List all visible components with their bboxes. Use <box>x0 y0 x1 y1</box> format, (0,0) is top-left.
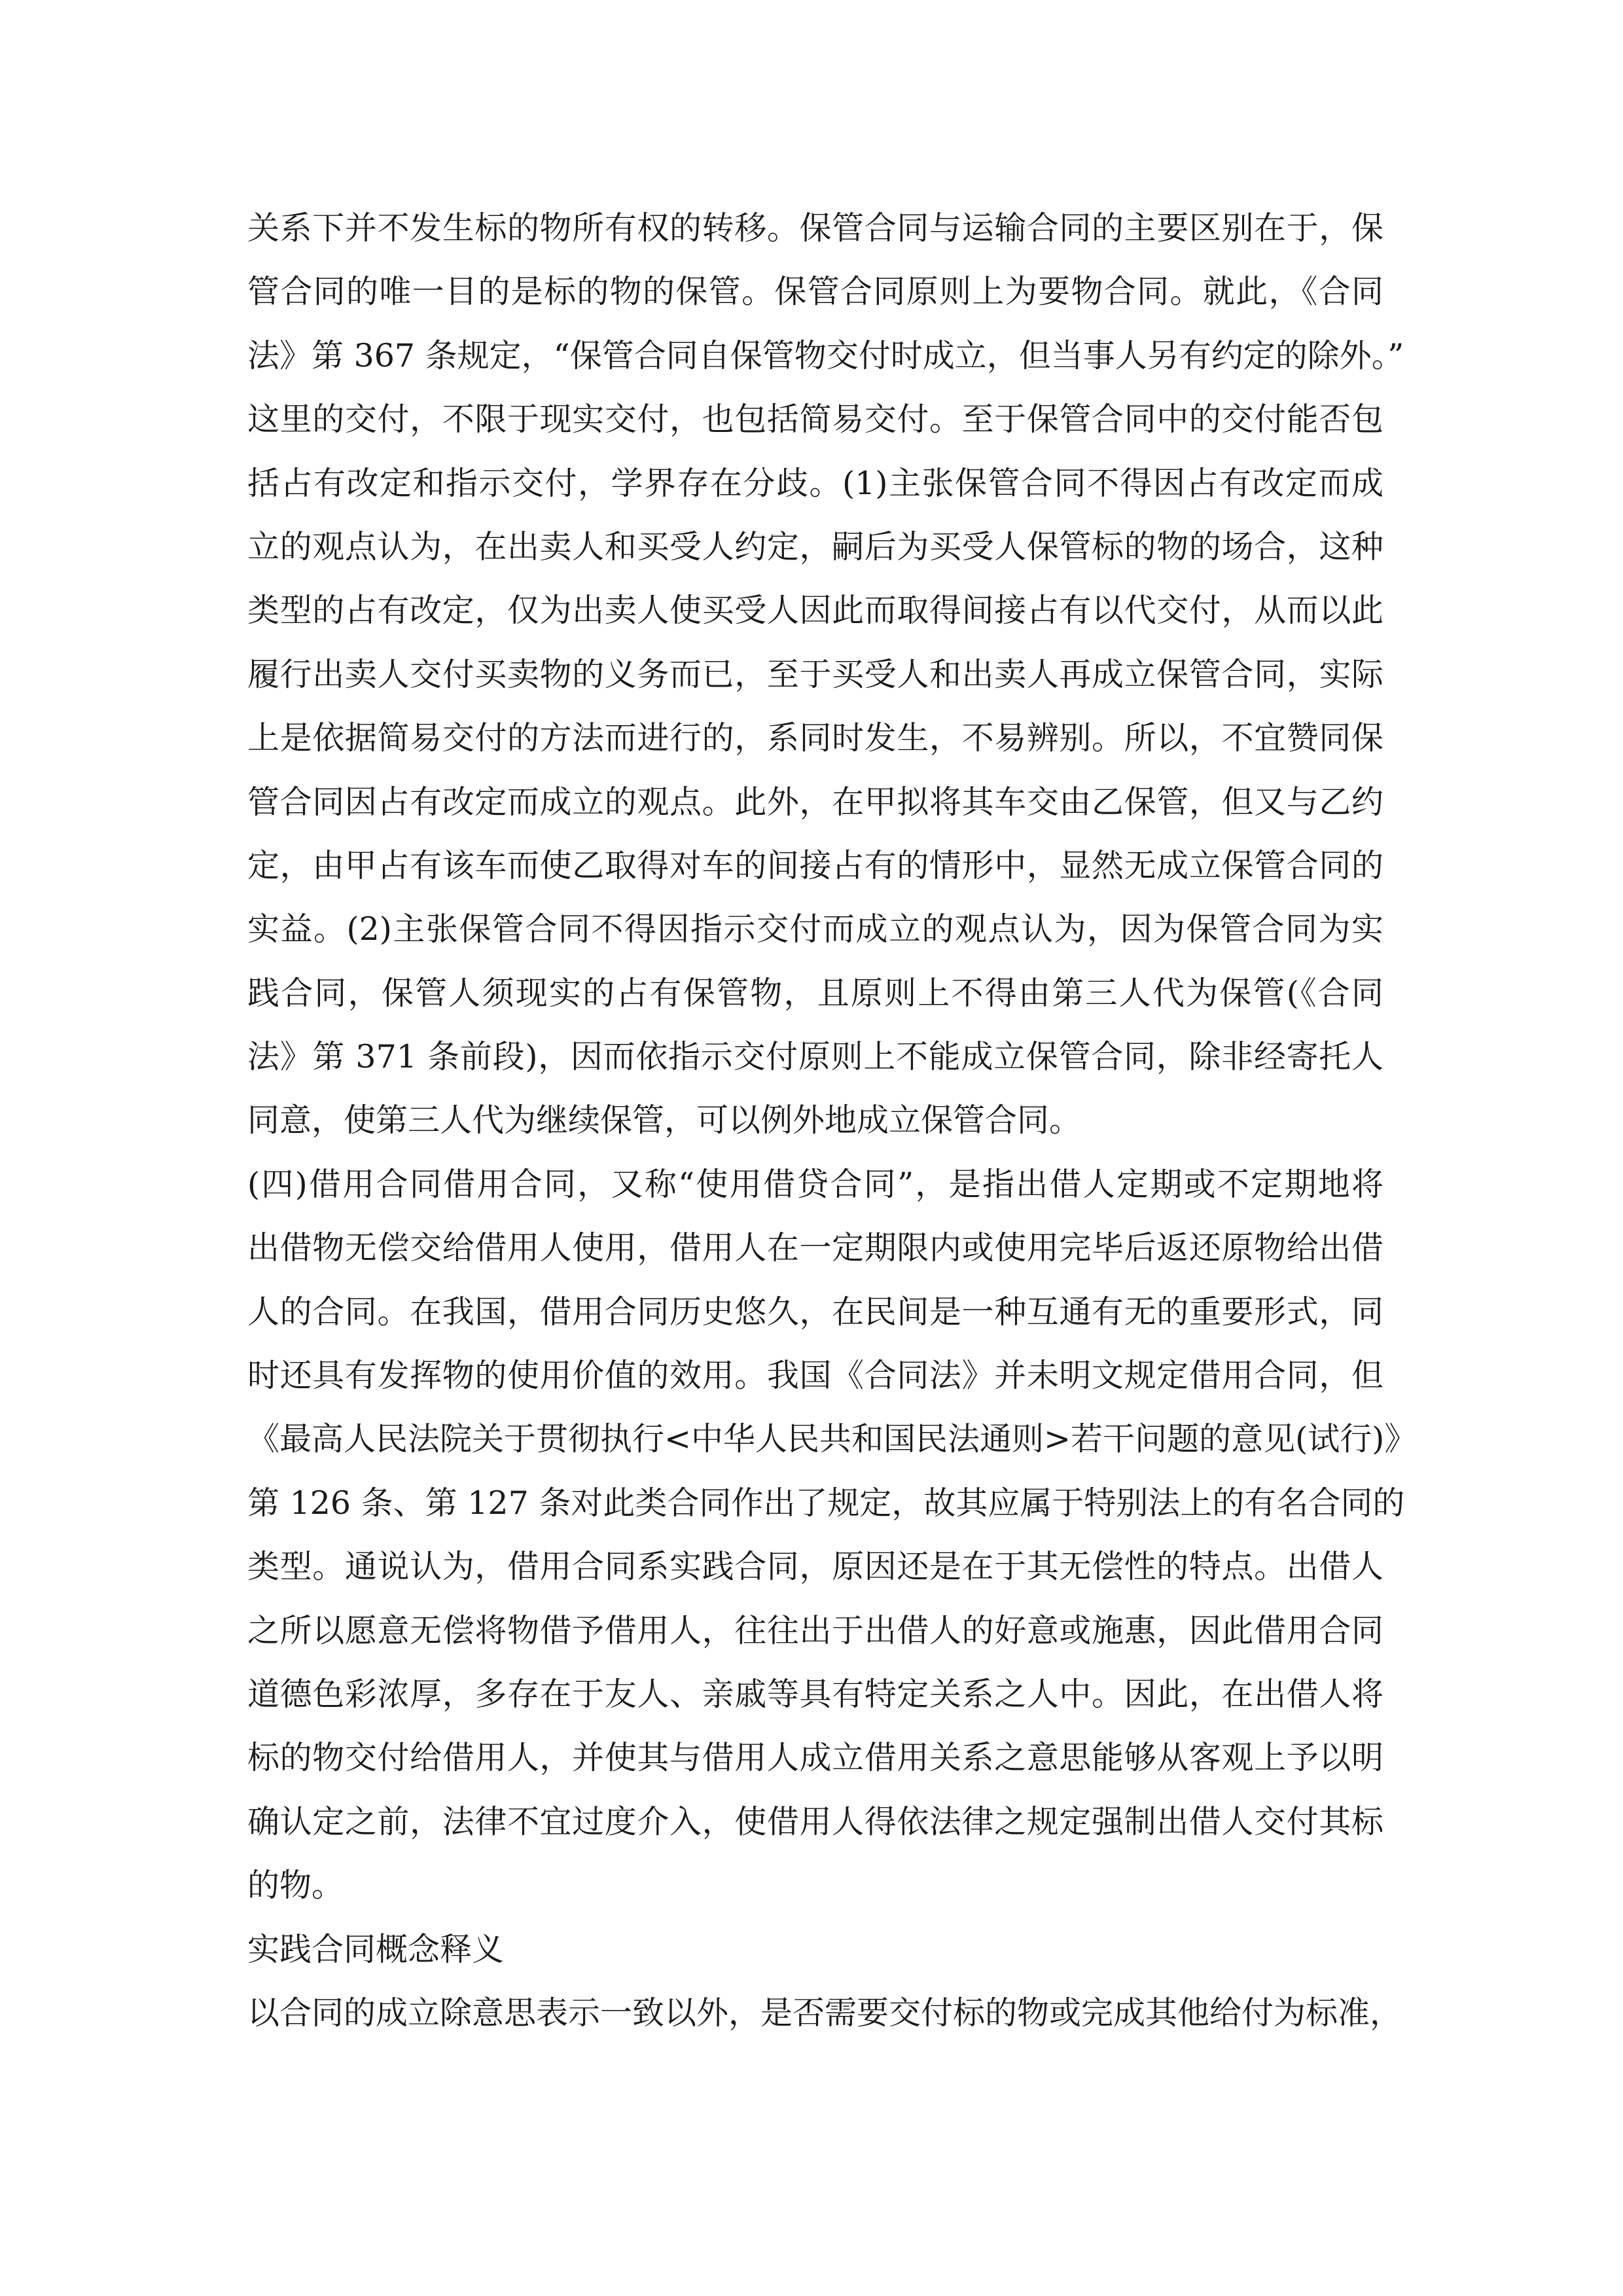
text-line: 标的物交付给借用人，并使其与借用人成立借用关系之意思能够从客观上予以明 <box>247 1739 1383 1777</box>
text-line: 上是依据简易交付的方法而进行的，系同时发生，不易辨别。所以，不宜赞同保 <box>247 719 1383 757</box>
text-line: 定，由甲占有该车而使乙取得对车的间接占有的情形中，显然无成立保管合同的 <box>247 846 1383 884</box>
text-line: 时还具有发挥物的使用价值的效用。我国《合同法》并未明文规定借用合同，但 <box>247 1357 1383 1395</box>
text-line: 的物。 <box>247 1867 344 1905</box>
text-line: 《最高人民法院关于贯彻执行<中华人民共和国民法通则>若干问题的意见(试行)》 <box>247 1420 1417 1458</box>
text-line: 立的观点认为，在出卖人和买受人约定，嗣后为买受人保管标的物的场合，这种 <box>247 528 1383 565</box>
text-line: 人的合同。在我国，借用合同历史悠久，在民间是一种互通有无的重要形式，同 <box>247 1293 1383 1331</box>
section-heading: 实践合同概念释义 <box>247 1930 505 1968</box>
text-line: 确认定之前，法律不宜过度介入，使借用人得依法律之规定强制出借人交付其标 <box>247 1803 1383 1840</box>
text-line: 践合同，保管人须现实的占有保管物，且原则上不得由第三人代为保管(《合同 <box>247 974 1383 1012</box>
text-line: (四)借用合同借用合同，又称“使用借贷合同”，是指出借人定期或不定期地将 <box>247 1165 1383 1203</box>
text-line: 类型的占有改定，仅为出卖人使买受人因此而取得间接占有以代交付，从而以此 <box>247 592 1383 630</box>
text-line: 同意，使第三人代为继续保管，可以例外地成立保管合同。 <box>247 1102 1082 1139</box>
text-line: 第 126 条、第 127 条对此类合同作出了规定，故其应属于特别法上的有名合同的 <box>247 1484 1405 1522</box>
text-line: 管合同因占有改定而成立的观点。此外，在甲拟将其车交由乙保管，但又与乙约 <box>247 783 1383 821</box>
text-line: 履行出卖人交付买卖物的义务而已，至于买受人和出卖人再成立保管合同，实际 <box>247 655 1383 693</box>
text-line: 之所以愿意无偿将物借予借用人，往往出于出借人的好意或施惠，因此借用合同 <box>247 1611 1383 1649</box>
text-line: 管合同的唯一目的是标的物的保管。保管合同原则上为要物合同。就此，《合同 <box>247 273 1383 311</box>
text-line: 法》第 371 条前段)，因而依指示交付原则上不能成立保管合同，除非经寄托人 <box>247 1038 1383 1076</box>
text-line: 实益。(2)主张保管合同不得因指示交付而成立的观点认为，因为保管合同为实 <box>247 910 1383 948</box>
document-body <box>247 196 1417 2045</box>
text-line: 这里的交付，不限于现实交付，也包括简易交付。至于保管合同中的交付能否包 <box>247 401 1383 439</box>
text-line: 道德色彩浓厚，多存在于友人、亲戚等具有特定关系之人中。因此，在出借人将 <box>247 1675 1383 1713</box>
text-line: 法》第 367 条规定，“保管合同自保管物交付时成立，但当事人另有约定的除外。” <box>247 336 1404 374</box>
text-line: 以合同的成立除意思表示一致以外，是否需要交付标的物或完成其他给付为标准， <box>247 1994 1402 2032</box>
text-line: 出借物无偿交给借用人使用，借用人在一定期限内或使用完毕后返还原物给出借 <box>247 1229 1383 1267</box>
text-line: 类型。通说认为，借用合同系实践合同，原因还是在于其无偿性的特点。出借人 <box>247 1548 1383 1586</box>
text-line: 括占有改定和指示交付，学界存在分歧。(1)主张保管合同不得因占有改定而成 <box>247 464 1383 502</box>
text-line: 关系下并不发生标的物所有权的转移。保管合同与运输合同的主要区别在于，保 <box>247 209 1383 247</box>
